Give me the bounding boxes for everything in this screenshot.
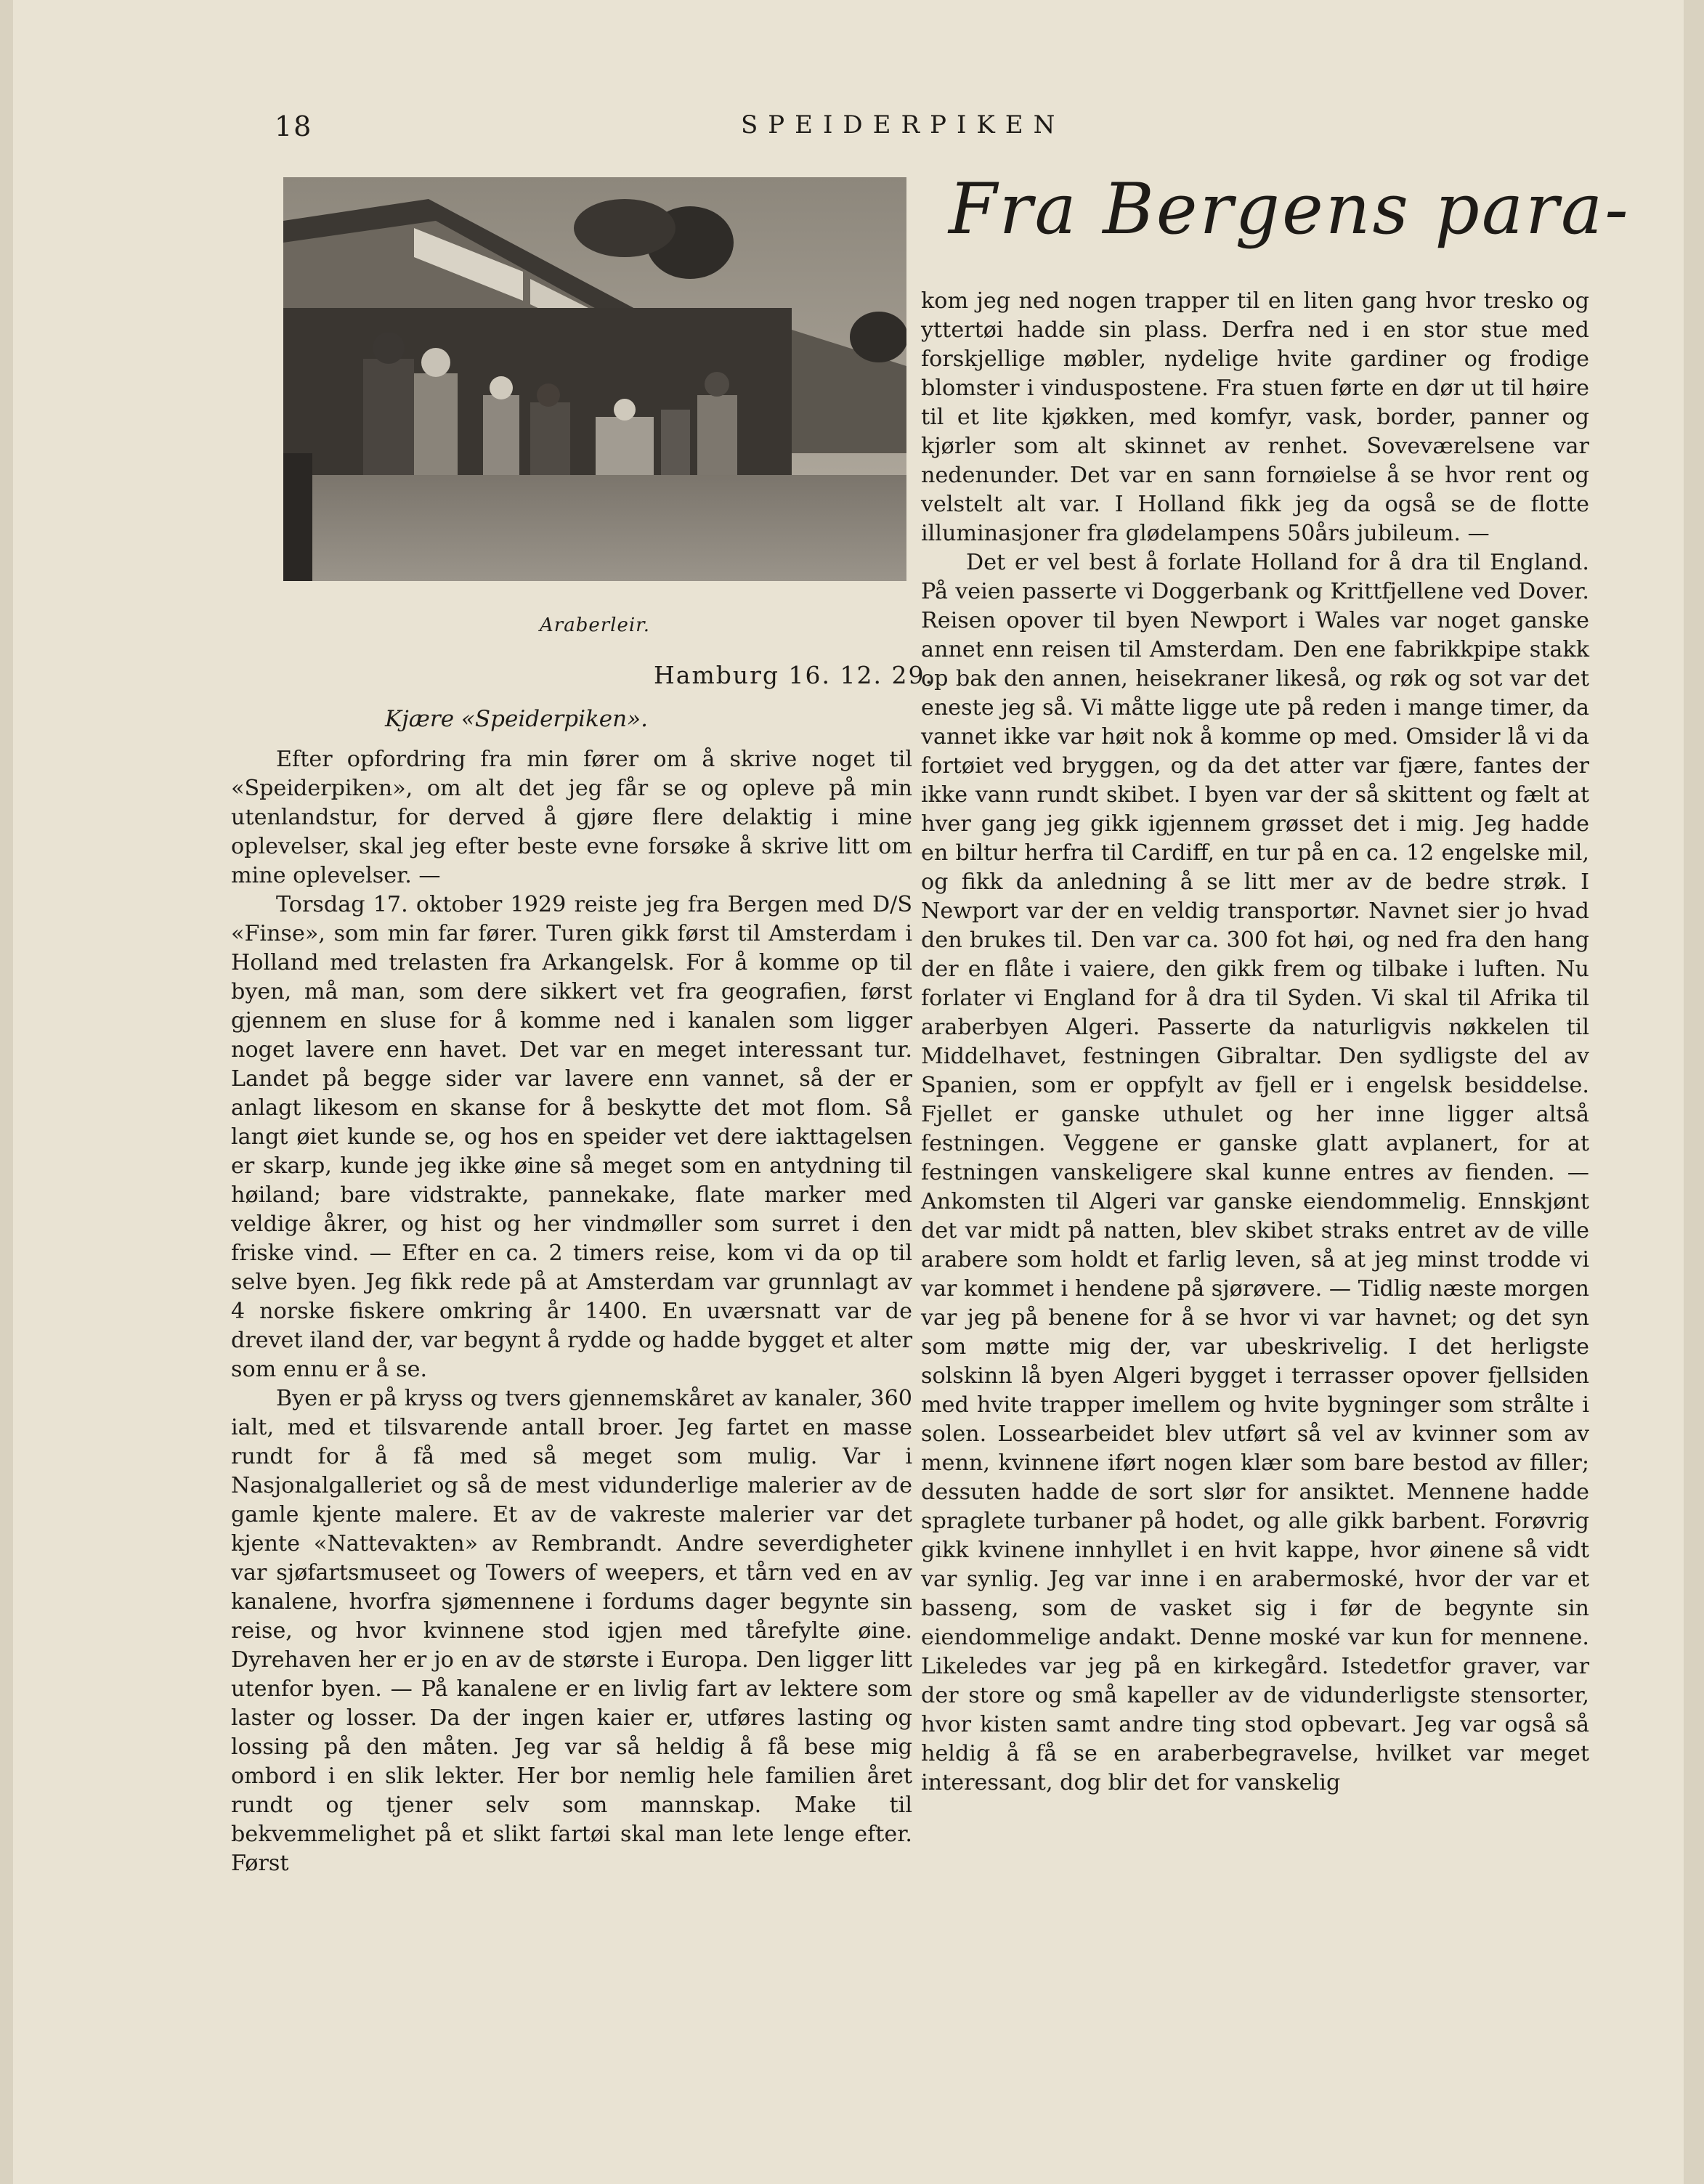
paragraph: Torsdag 17. oktober 1929 reiste jeg fra Bergen med D/S «Finse», som min far fører. Turen gikk først til Amsterdam i Holland med trelasten fra Arkangelsk. For å komme op til byen, må man, som dere sikkert vet fra geografien, først gjennem en sluse for å komme ned i kanalen som ligger noget lavere enn havet. Det var en meget interessant tur. Landet på begge sider var lavere enn vannet, så der er anlagt likesom en skanse for å beskytte det mot flom. Så langt øiet kunde se, og hos en speider vet dere iakttagelsen er skarp, kunde jeg ikke øine så meget som en antydning til høiland; bare vidstrakte, pannekake, flate marker med veldige åkrer, og hist og her vindmøller som surret i den friske vind. — Efter en ca. 2 timers reise, kom vi da op til selve byen. Jeg fikk rede på at Amsterdam var grunnlagt av 4 norske fiskere omkring år 1400. En uværsnatt var de drevet iland der, var begynt å rydde og hadde bygget et alter som ennu er å se. bbox=[231, 892, 912, 1382]
right-column bbox=[921, 287, 1589, 1798]
paragraph: Det er vel best å forlate Holland for å dra til England. På veien passerte vi Doggerbank og Krittfjellene ved Dover. Reisen opover til byen Newport i Wales var noget ganske annet enn reisen til Amsterdam. Den ene fabrikkpipe stakk op bak den annen, heisekraner likeså, og røk og sot var det eneste jeg så. Vi måtte ligge ute på reden i mange timer, da vannet ikke var høit nok å komme op med. Omsider lå vi da fortøiet ved bryggen, og da det atter var fjære, fantes der ikke vann rundt skibet. I byen var der så skittent og fælt at hver gang jeg gikk igjennem grøsset det i mig. Jeg hadde en biltur herfra til Cardiff, en tur på en ca. 12 engelske mil, og fikk da anledning å se litt mer av de bedre strøk. I Newport var der en veldig transportør. Navnet sier jo hvad den brukes til. Den var ca. 300 fot høi, og ned fra den hang der en flåte i vaiere, den gikk frem og tilbake i luften. Nu forlater vi England for å dra til Syden. Vi skal til Afrika til araberbyen Algeri. Passerte da naturligvis nøkkelen til Middelhavet, festningen Gibraltar. Den sydligste del av Spanien, som er oppfylt av fjell er i engelsk besiddelse. Fjellet er ganske uthulet og her inne ligger altså festningen. Veggene er ganske glatt avplanert, for at festningen vanskeligere skal kunne entres av fienden. — Ankomsten til Algeri var ganske eiendommelig. Ennskjønt det var midt på natten, blev skibet straks entret av de ville arabere som holdt et farlig leven, så at jeg minst trodde vi var kommet i hendene på sjørøvere. — Tidlig næste morgen var jeg på benene for å se hvor vi var havnet; og det syn som møtte mig der, var ubeskrivelig. I det herligste solskinn lå byen Algeri bygget i terrasser opover fjellsiden med hvite trapper imellem og hvite bygninger som strålte i solen. Lossearbeidet blev utført så vel av kvinner som av menn, kvinnene iført nogen klær som bare bestod av filler; dessuten hadde de sort slør for ansiktet. Mennene hadde spraglete turbaner på hodet, og alle gikk barbent. Forøvrig gikk kvinene innhyllet i en hvit kappe, hvor øinene så vidt var synlig. Jeg var inne i en arabermoské, hvor der var et basseng, som de vasket sig i før de begynte sin eiendommelige andakt. Denne moské var kun for mennene. Likeledes var jeg på en kirkegård. Istedetfor graver, var der store og små kapeller av de vidunderligste stensorter, hvor kisten samt andre ting stod opbevart. Jeg var også så heldig å få se en araberbegravelse, hvilket var meget interessant, dog blir det for vanskelig bbox=[921, 550, 1589, 1795]
photo-arab-camp bbox=[283, 177, 906, 581]
article-headline: Fra Bergens para- bbox=[949, 169, 1631, 250]
page-header bbox=[0, 109, 1704, 145]
paragraph: Byen er på kryss og tvers gjennemskåret av kanaler, 360 ialt, med et tilsvarende antall broer. Jeg fartet en masse rundt for å få med så meget som mulig. Var i Nasjonalgalleriet og så de mest vidunderlige malerier av de gamle kjente malere. Et av de vakreste malerier var det kjente «Nattevakten» av Rembrandt. Andre severdigheter var sjøfartsmuseet og Towers of weepers, et tårn ved en av kanalene, hvorfra sjømennene i fordums dager begynte sin reise, og hvor kvinnene stod igjen med tårefylte øine. Dyrehaven her er jo en av de største i Europa. Den ligger litt utenfor byen. — På kanalene er en livlig fart av lektere som laster og losser. Da der ingen kaier er, utføres lasting og lossing på den måten. Jeg var så heldig å få bese mig ombord i en slik lekter. Her bor nemlig hele familien året rundt og tjener selv som mannskap. Make til bekvemmelighet på et slikt fartøi skal man lete lenge efter. Først bbox=[231, 1386, 912, 1876]
paragraph: Efter opfordring fra min fører om å skrive noget til «Speiderpiken», om alt det jeg får se og opleve på min utenlandstur, for derved å gjøre flere delaktig i mine oplevelser, skal jeg efter beste evne forsøke å skrive litt om mine oplevelser. — bbox=[231, 747, 912, 888]
letter-salutation: Kjære «Speiderpiken». bbox=[385, 706, 648, 732]
paragraph: kom jeg ned nogen trapper til en liten gang hvor tresko og yttertøi hadde sin plass. Derfra ned i en stor stue med forskjellige møbler, nydelige hvite gardiner og frodige blomster i vinduspostene. Fra stuen førte en dør ut til høire til et lite kjøkken, med komfyr, vask, border, panner og kjørler som alt skinnet av renhet. Soveværelsene var nedenunder. Det var en sann fornøielse å se hvor rent og velstelt alt var. I Holland fikk jeg da også se de flotte illuminasjoner fra glødelampens 50års jubileum. — bbox=[921, 288, 1589, 546]
running-title: SPEIDERPIKEN bbox=[741, 110, 1066, 139]
letter-dateline: Hamburg 16. 12. 29. bbox=[654, 661, 934, 689]
photo-illustration bbox=[283, 177, 906, 581]
photo-caption: Araberleir. bbox=[539, 614, 651, 636]
page-number: 18 bbox=[275, 110, 313, 142]
left-column bbox=[231, 745, 912, 1878]
